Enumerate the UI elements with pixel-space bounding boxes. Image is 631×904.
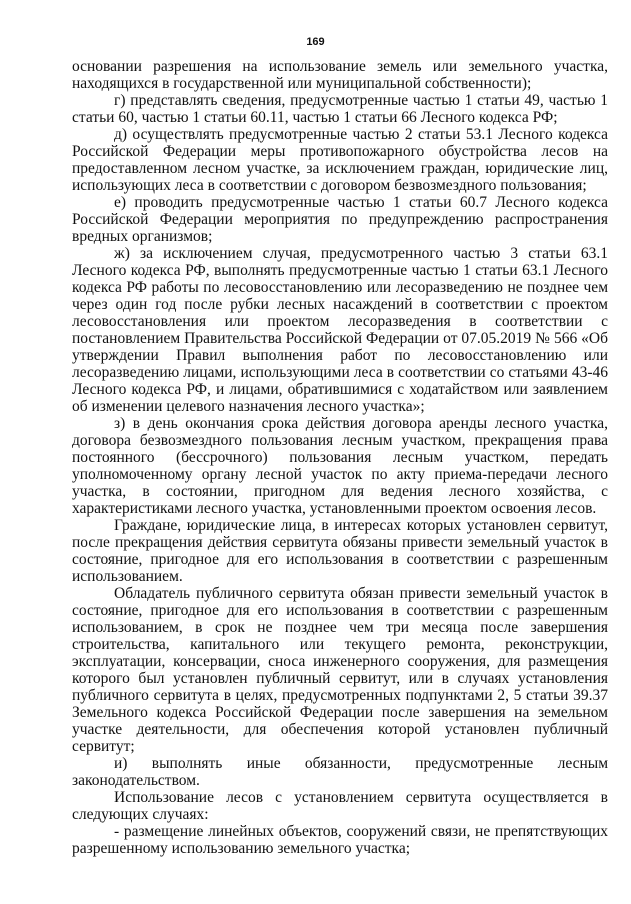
paragraph: Обладатель публичного сервитута обязан привести земельный участок в состояние, пригодное для его использования в соответствии с разрешенным использованием, в срок не позднее чем три месяца после завершения строительства, капитального или текущего ремонта, реконструкции, эксплуатации, консервации, сноса инженерного сооружения, для размещения которого был установлен публичный сервитут, или в случаях установления публичного сервитута в целях, предусмотренных подпунктами 2, 5 статьи 39.37 Земельного кодекса Российской Федерации после завершения на земельном участке деятельности, для обеспечения которой установлен публичный сервитут; — [72, 585, 608, 755]
paragraph: е) проводить предусмотренные частью 1 статьи 60.7 Лесного кодекса Российской Федерации мероприятия по предупреждению распространения вредных организмов; — [72, 194, 608, 245]
paragraph: основании разрешения на использование земель или земельного участка, находящихся в государственной или муниципальной собственности); — [72, 58, 608, 92]
paragraph: Использование лесов с установлением сервитута осуществляется в следующих случаях: — [72, 789, 608, 823]
paragraph: д) осуществлять предусмотренные частью 2 статьи 53.1 Лесного кодекса Российской Федерации меры противопожарного обустройства лесов на предоставленном лесном участке, за исключением граждан, юридические лиц, использующих леса в соответствии с договором безвозмездного пользования; — [72, 126, 608, 194]
page-number: 169 — [306, 36, 325, 48]
paragraph: и) выполнять иные обязанности, предусмотренные лесным законодательством. — [72, 755, 608, 789]
paragraph: з) в день окончания срока действия договора аренды лесного участка, договора безвозмездного пользования лесным участком, прекращения права постоянного (бессрочного) пользования лесным участком, передать уполномоченному органу лесной участок по акту приема-передачи лесного участка, в состоянии, пригодном для ведения лесного хозяйства, с характеристиками лесного участка, установленными проектом освоения лесов. — [72, 415, 608, 517]
document-body — [72, 58, 608, 857]
paragraph: ж) за исключением случая, предусмотренного частью 3 статьи 63.1 Лесного кодекса РФ, выполнять предусмотренные частью 1 статьи 63.1 Лесного кодекса РФ работы по лесовосстановлению или лесоразведению не позднее чем через один год после рубки лесных насаждений в соответствии с проектом лесовосстановления или проектом лесоразведения в соответствии с постановлением Правительства Российской Федерации от 07.05.2019 № 566 «Об утверждении Правил выполнения работ по лесовосстановлению или лесоразведению лицами, использующими леса в соответствии со статьями 43-46 Лесного кодекса РФ, и лицами, обратившимися с ходатайством или заявлением об изменении целевого назначения лесного участка»; — [72, 245, 608, 415]
paragraph: г) представлять сведения, предусмотренные частью 1 статьи 49, частью 1 статьи 60, частью 1 статьи 60.11, частью 1 статьи 66 Лесного кодекса РФ; — [72, 92, 608, 126]
paragraph: Граждане, юридические лица, в интересах которых установлен сервитут, после прекращения действия сервитута обязаны привести земельный участок в состояние, пригодное для его использования в соответствии с разрешенным использованием. — [72, 517, 608, 585]
paragraph: - размещение линейных объектов, сооружений связи, не препятствующих разрешенному использованию земельного участка; — [72, 823, 608, 857]
